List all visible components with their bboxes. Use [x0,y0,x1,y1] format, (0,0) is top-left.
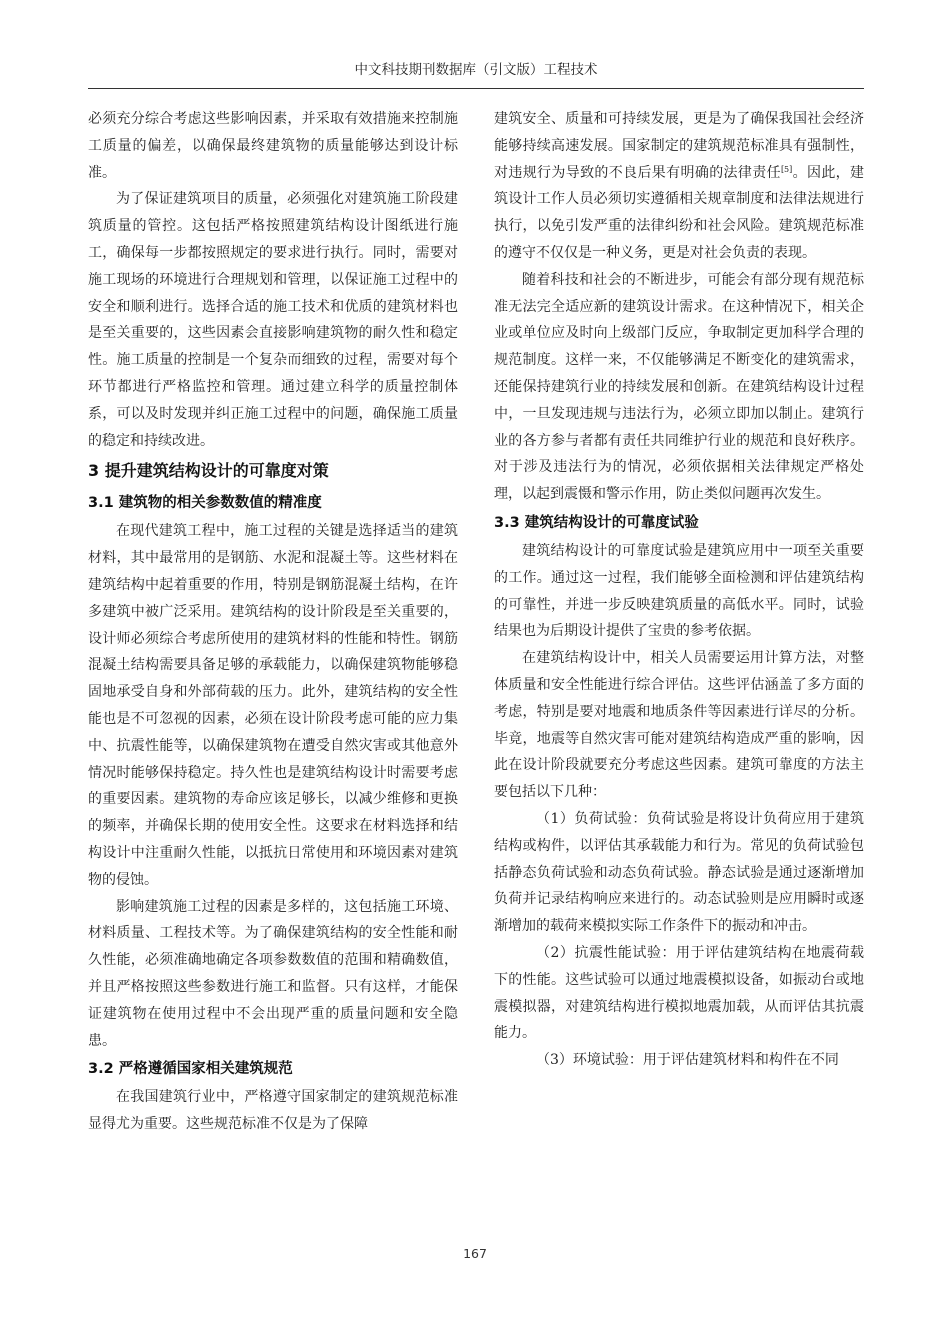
citation-reference: [5] [780,164,793,174]
paragraph-3-2-b: 随着科技和社会的不断进步，可能会有部分现有规范标准无法完全适应新的建筑设计需求。在这种情况下，相关企业或单位应及时向上级部门反应，争取制定更加科学合理的规范制度。这样一来，不仅能够满足不断变化的建筑需求，还能保持建筑行业的持续发展和创新。在建筑结构设计过程中，一旦发现违规与违法行为，必须立即加以制止。建筑行业的各方参与者都有责任共同维护行业的规范和良好秩序。对于涉及违法行为的情况，必须依据相关法律规定严格处理，以起到震慑和警示作用，防止类似问题再次发生。 [494,271,864,503]
paragraph-3-2-a: 在我国建筑行业中，严格遵守国家制定的建筑规范标准显得尤为重要。这些规范标准不仅是为了保障 [88,1089,458,1133]
right-column [494,106,864,1074]
paragraph-text: 建筑安全、质量和可持续发展，更是为了确保我国社会经济能够持续高速发展。国家制定的建筑规范标准具有强制性，对违规行为导致的不良后果有明确的法律责任 [494,111,864,181]
paragraph-text: 。因此，建筑设计工作人员必须切实遵循相关规章制度和法律法规进行执行，以免引发严重的法律纠纷和社会风险。建筑规范标准的遵守不仅仅是一种义务，更是对社会负责的表现。 [494,164,865,261]
left-column [88,106,458,1138]
section-3-2-heading: 3.2 严格遵循国家相关建筑规范 [88,1061,293,1078]
header-rule [88,88,864,89]
page-number: 167 [463,1246,487,1261]
paragraph-3-2-a-continued [494,106,864,267]
paragraph-3-3-b: 在建筑结构设计中，相关人员需要运用计算方法，对整体质量和安全性能进行综合评估。这些评估涵盖了多方面的考虑，特别是要对地震和地质条件等因素进行详尽的分析。毕竟，地震等自然灾害可能对建筑结构造成严重的影响，因此在设计阶段就要充分考虑这些因素。建筑可靠度的方法主要包括以下几种： [494,650,864,801]
list-item-environment-test: （3）环境试验：用于评估建筑材料和构件在不同 [536,1052,839,1069]
section-3-3-heading: 3.3 建筑结构设计的可靠度试验 [494,514,699,531]
paragraph-3-3-a: 建筑结构设计的可靠度试验是建筑应用中一项至关重要的工作。通过这一过程，我们能够全面检测和评估建筑结构的可靠性，并进一步反映建筑质量的高低水平。同时，试验结果也为后期设计提供了宝贵的参考依据。 [494,542,864,640]
paragraph-continuation: 必须充分综合考虑这些影响因素，并采取有效措施来控制施工质量的偏差，以确保最终建筑物的质量能够达到设计标准。 [88,111,458,181]
paragraph-quality-control: 为了保证建筑项目的质量，必须强化对建筑施工阶段建筑质量的管控。这包括严格按照建筑结构设计图纸进行施工，确保每一步都按照规定的要求进行执行。同时，需要对施工现场的环境进行合理规划和管理，以保证施工过程中的安全和顺利进行。选择合适的施工技术和优质的建筑材料也是至关重要的，这些因素会直接影响建筑物的耐久性和稳定性。施工质量的控制是一个复杂而细致的过程，需要对每个环节都进行严格监控和管理。通过建立科学的质量控制体系，可以及时发现并纠正施工过程中的问题，确保施工质量的稳定和持续改进。 [88,191,458,449]
section-3-heading: 3 提升建筑结构设计的可靠度对策 [88,461,329,481]
list-item-load-test: （1）负荷试验：负荷试验是将设计负荷应用于建筑结构或构件，以评估其承载能力和行为。常见的负荷试验包括静态负荷试验和动态负荷试验。静态试验是通过逐渐增加负荷并记录结构响应来进行的。动态试验则是应用瞬时或逐渐增加的载荷来模拟实际工作条件下的振动和冲击。 [494,810,864,935]
section-3-1-heading: 3.1 建筑物的相关参数数值的精准度 [88,495,322,512]
running-header: 中文科技期刊数据库（引文版）工程技术 [354,62,598,78]
list-item-seismic-test: （2）抗震性能试验：用于评估建筑结构在地震荷载下的性能。这些试验可以通过地震模拟设备，如振动台或地震模拟器，对建筑结构进行模拟地震加载，从而评估其抗震能力。 [494,944,864,1042]
paragraph-3-1-a: 在现代建筑工程中，施工过程的关键是选择适当的建筑材料，其中最常用的是钢筋、水泥和混凝土等。这些材料在建筑结构中起着重要的作用，特别是钢筋混凝土结构，在许多建筑中被广泛采用。建筑结构的设计阶段是至关重要的，设计师必须综合考虑所使用的建筑材料的性能和特性。钢筋混凝土结构需要具备足够的承载能力，以确保建筑物能够稳固地承受自身和外部荷载的压力。此外，建筑结构的安全性能也是不可忽视的因素，必须在设计阶段考虑可能的应力集中、抗震性能等，以确保建筑物在遭受自然灾害或其他意外情况时能够保持稳定。持久性也是建筑结构设计时需要考虑的重要因素。建筑物的寿命应该足够长，以减少维修和更换的频率，并确保长期的使用安全性。这要求在材料选择和结构设计中注重耐久性能，以抵抗日常使用和环境因素对建筑物的侵蚀。 [88,523,458,888]
paragraph-3-1-b: 影响建筑施工过程的因素是多样的，这包括施工环境、材料质量、工程技术等。为了确保建筑结构的安全性能和耐久性能，必须准确地确定各项参数数值的范围和精确数值，并且严格按照这些参数进行施工和监督。只有这样，才能保证建筑物在使用过程中不会出现严重的质量问题和安全隐患。 [88,898,458,1049]
